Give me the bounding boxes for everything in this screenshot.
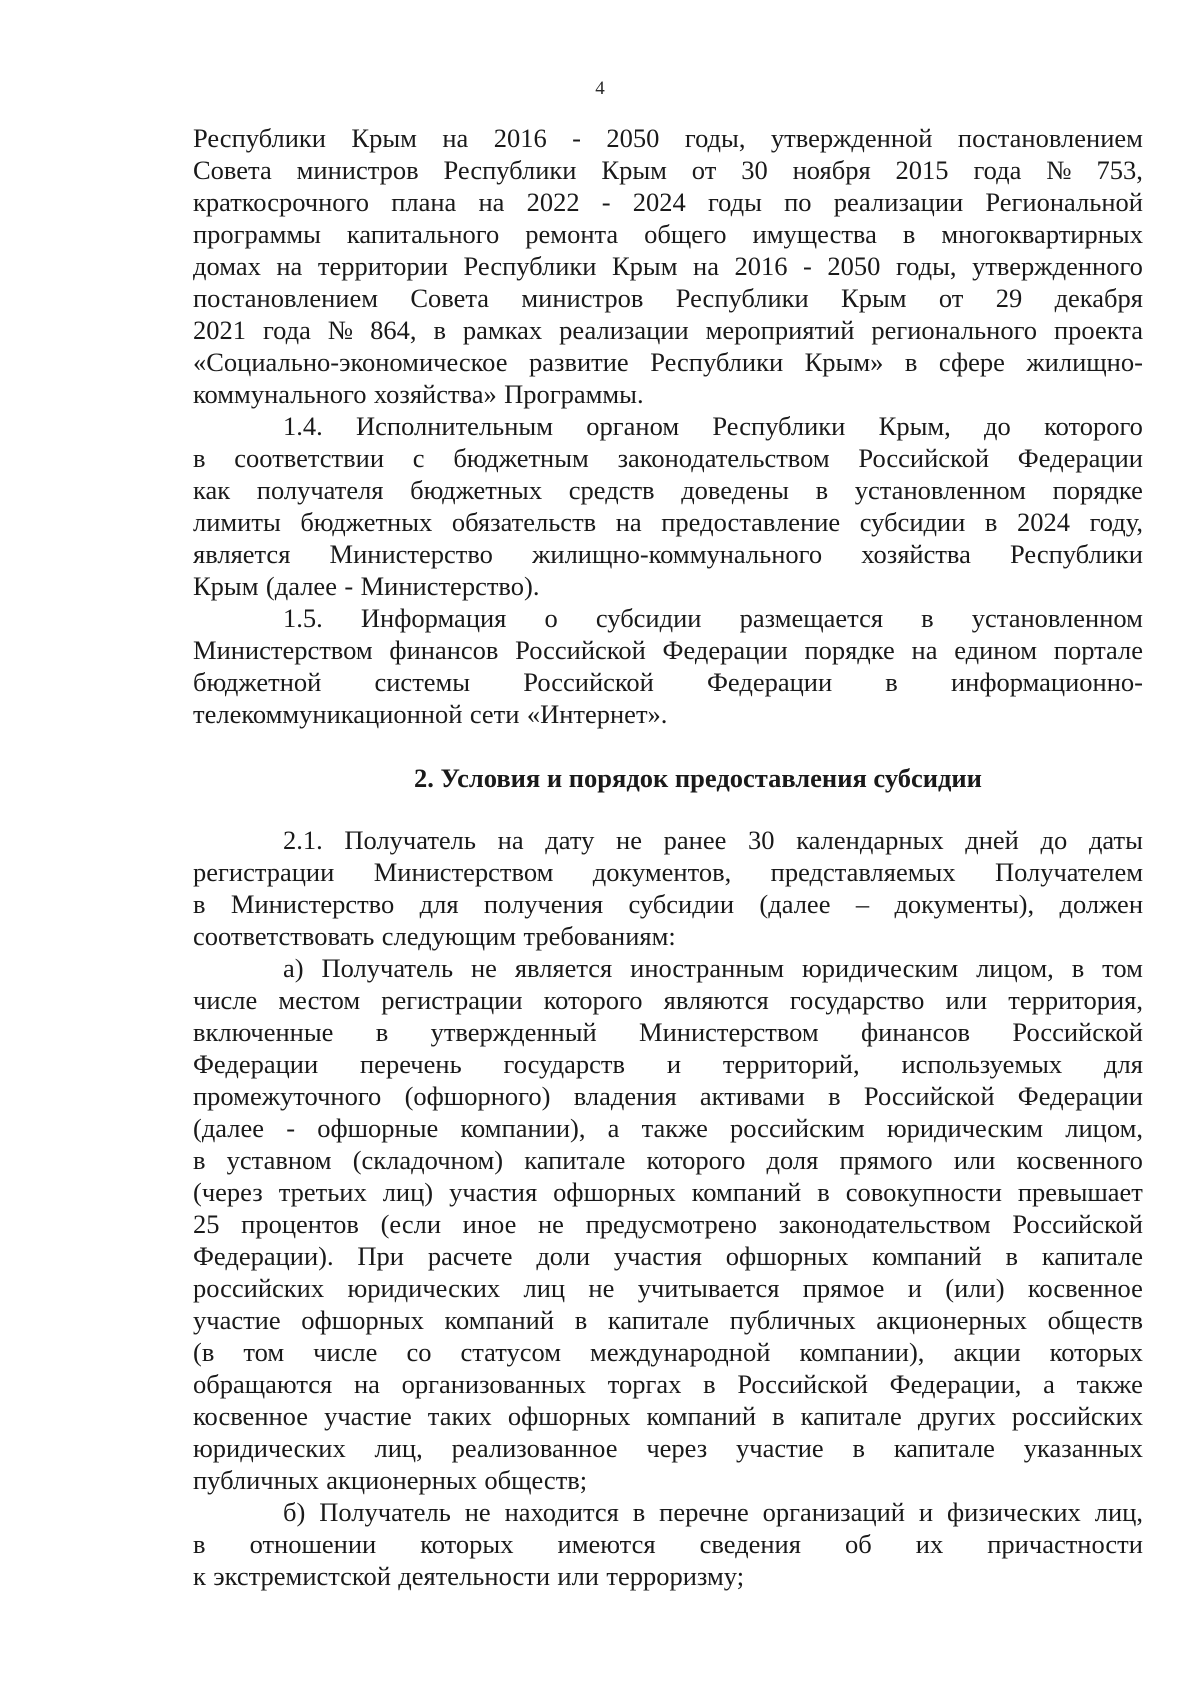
- text-line: Совета министров Республики Крым от 30 ноября 2015 года № 753,: [193, 155, 1143, 185]
- text-line: Федерации). При расчете доли участия офшорных компаний в капитале: [193, 1241, 1143, 1271]
- text-line: Министерством финансов Российской Федерации порядке на едином портале: [193, 635, 1143, 665]
- text-line: б) Получатель не находится в перечне организаций и физических лиц,: [283, 1497, 1143, 1527]
- text-line: краткосрочного плана на 2022 - 2024 годы по реализации Региональной: [193, 187, 1143, 217]
- text-line: (далее - офшорные компании), а также российским юридическим лицом,: [193, 1113, 1143, 1143]
- text-line: к экстремистской деятельности или терроризму;: [193, 1561, 745, 1591]
- text-line: Федерации перечень государств и территорий, используемых для: [193, 1049, 1143, 1079]
- text-line: 25 процентов (если иное не предусмотрено законодательством Российской: [193, 1209, 1143, 1239]
- spacer: [193, 794, 1143, 824]
- text-line: участие офшорных компаний в капитале публичных акционерных обществ: [193, 1305, 1143, 1335]
- text-line: обращаются на организованных торгах в Российской Федерации, а также: [193, 1369, 1143, 1399]
- text-line: регистрации Министерством документов, представляемых Получателем: [193, 857, 1143, 887]
- text-line: соответствовать следующим требованиям:: [193, 921, 676, 951]
- text-line: в отношении которых имеются сведения об их причастности: [193, 1529, 1143, 1559]
- text-line: лимиты бюджетных обязательств на предоставление субсидии в 2024 году,: [193, 507, 1143, 537]
- text-line: в соответствии с бюджетным законодательством Российской Федерации: [193, 443, 1143, 473]
- text-line: косвенное участие таких офшорных компаний в капитале других российских: [193, 1401, 1143, 1431]
- text-line: юридических лиц, реализованное через участие в капитале указанных: [193, 1433, 1143, 1463]
- text-line: Республики Крым на 2016 - 2050 годы, утвержденной постановлением: [193, 123, 1143, 153]
- text-line: является Министерство жилищно-коммунального хозяйства Республики: [193, 539, 1143, 569]
- text-line: публичных акционерных обществ;: [193, 1465, 588, 1495]
- spacer: [193, 730, 1143, 762]
- text-line: коммунального хозяйства» Программы.: [193, 379, 644, 409]
- text-line: 2021 года № 864, в рамках реализации мероприятий регионального проекта: [193, 315, 1143, 345]
- text-line: в уставном (складочном) капитале которого доля прямого или косвенного: [193, 1145, 1143, 1175]
- section-heading: 2. Условия и порядок предоставления субсидии: [414, 763, 982, 793]
- text-line: Крым (далее - Министерство).: [193, 571, 540, 601]
- text-line: а) Получатель не является иностранным юридическим лицом, в том: [283, 953, 1143, 983]
- text-line: «Социально-экономическое развитие Республики Крым» в сфере жилищно-: [193, 347, 1143, 377]
- text-line: домах на территории Республики Крым на 2016 - 2050 годы, утвержденного: [193, 251, 1143, 281]
- text-line: бюджетной системы Российской Федерации в информационно-: [193, 667, 1143, 697]
- section-1-continuation: [193, 122, 1143, 730]
- text-line: российских юридических лиц не учитывается прямое и (или) косвенное: [193, 1273, 1143, 1303]
- section-2-body: [193, 824, 1143, 1592]
- text-line: числе местом регистрации которого являются государство или территория,: [193, 985, 1143, 1015]
- text-line: (через третьих лиц) участия офшорных компаний в совокупности превышает: [193, 1177, 1143, 1207]
- text-line: 1.5. Информация о субсидии размещается в установленном: [283, 603, 1143, 633]
- text-line: как получателя бюджетных средств доведены в установленном порядке: [193, 475, 1143, 505]
- text-line: 2.1. Получатель на дату не ранее 30 календарных дней до даты: [283, 825, 1143, 855]
- text-line: постановлением Совета министров Республики Крым от 29 декабря: [193, 283, 1143, 313]
- text-line: в Министерство для получения субсидии (далее – документы), должен: [193, 889, 1143, 919]
- text-line: телекоммуникационной сети «Интернет».: [193, 699, 668, 729]
- document-body: [193, 122, 1143, 1592]
- text-line: программы капитального ремонта общего имущества в многоквартирных: [193, 219, 1143, 249]
- text-line: 1.4. Исполнительным органом Республики Крым, до которого: [283, 411, 1143, 441]
- text-line: (в том числе со статусом международной компании), акции которых: [193, 1337, 1143, 1367]
- text-line: включенные в утвержденный Министерством финансов Российской: [193, 1017, 1143, 1047]
- text-line: промежуточного (офшорного) владения активами в Российской Федерации: [193, 1081, 1143, 1111]
- page-number: 4: [595, 78, 605, 99]
